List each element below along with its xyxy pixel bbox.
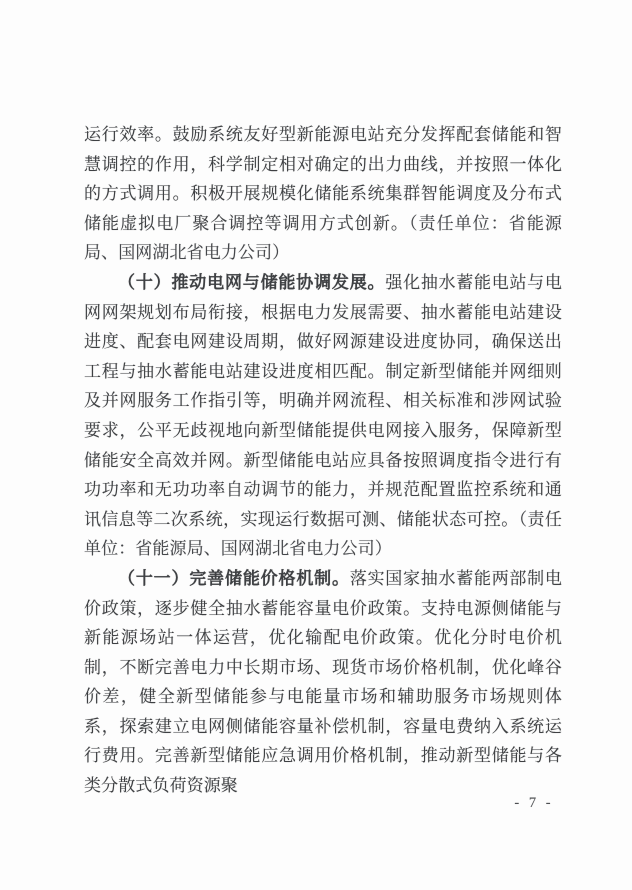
text-segment: 落实国家抽水蓄能两部制电价政策，逐步健全抽水蓄能容量电价政策。支持电源侧储能与新能源场站一体运营，优化输配电价政策。优化分时电价机制，不断完善电力中长期市场、现货市场价格机制，优化峰谷价差，健全新型储能参与电能量市场和辅助服务市场规则体系，探索建立电网侧储能容量补偿机制，容量电费纳入系统运行费用。完善新型储能应急调用价格机制，推动新型储能与各类分散式负荷资源聚	[84, 568, 562, 796]
document-body	[84, 120, 562, 801]
paragraph	[84, 268, 562, 564]
page-number: - 7 -	[514, 795, 554, 811]
text-segment: 运行效率。鼓励系统友好型新能源电站充分发挥配套储能和智慧调控的作用，科学制定相对确定的出力曲线，并按照一体化的方式调用。积极开展规模化储能系统集群智能调度及分布式储能虚拟电厂聚合调控等调用方式创新。	[84, 125, 562, 233]
responsibility-note: （责任单位：省能源局、国网湖北省电力公司）	[84, 213, 562, 263]
paragraph	[84, 564, 562, 801]
paragraph	[84, 120, 562, 268]
text-segment: 强化抽水蓄能电站与电网网架规划布局衔接，根据电力发展需要、抽水蓄能电站建设进度、配套电网建设周期，做好网源建设进度协同，确保送出工程与抽水蓄能电站建设进度相匹配。制定新型储能并网细则及并网服务工作指引等，明确并网流程、相关标准和涉网试验要求，公平无歧视地向新型储能提供电网接入服务，保障新型储能安全高效并网。新型储能电站应具备按照调度指令进行有功功率和无功功率自动调节的能力，并规范配置监控系统和通讯信息等二次系统，实现运行数据可测、储能状态可控。	[84, 272, 562, 529]
section-heading: （十）推动电网与储能协调发展。	[118, 272, 386, 292]
responsibility-note: （责任单位：省能源局、国网湖北省电力公司）	[84, 509, 562, 559]
section-heading: （十一）完善储能价格机制。	[118, 568, 350, 588]
